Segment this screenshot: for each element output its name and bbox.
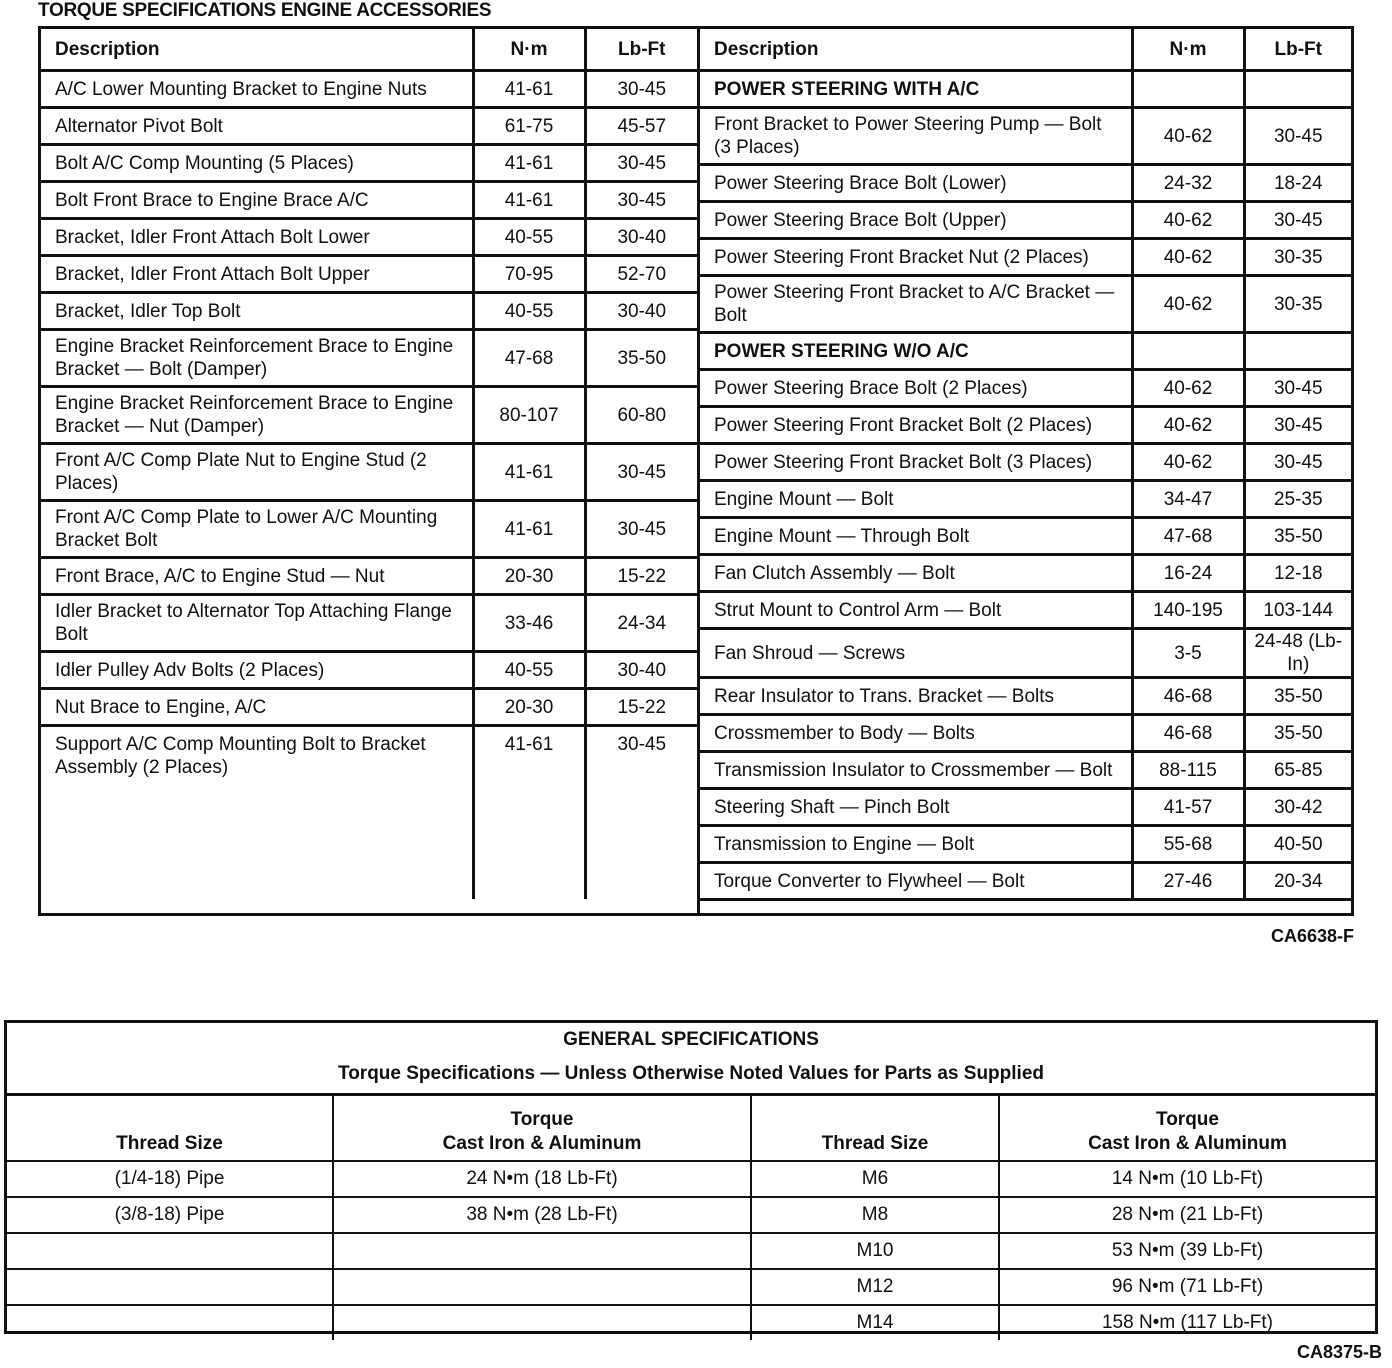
- torque-cell: 24 N•m (18 Lb-Ft): [333, 1161, 751, 1197]
- header-torque-line2: Cast Iron & Aluminum: [1088, 1133, 1287, 1154]
- lbft-cell: 30-40: [585, 652, 697, 689]
- section-row: [700, 333, 1351, 370]
- nm-cell: 46-68: [1132, 678, 1244, 715]
- table-row: [41, 387, 697, 444]
- header-lbft: Lb-Ft: [1244, 29, 1351, 71]
- description-cell: Support A/C Comp Mounting Bolt to Bracket Assembly (2 Places): [41, 726, 473, 900]
- nm-cell: 24-32: [1132, 165, 1244, 202]
- nm-cell: 80-107: [473, 387, 585, 444]
- nm-cell: 70-95: [473, 256, 585, 293]
- lbft-cell: 30-45: [585, 71, 697, 108]
- lbft-cell: 30-42: [1244, 789, 1351, 826]
- lbft-cell: 30-35: [1244, 239, 1351, 276]
- description-cell: Transmission to Engine — Bolt: [700, 826, 1132, 863]
- figure-code: CA8375-B: [1296, 1342, 1382, 1362]
- nm-cell: [1132, 71, 1244, 108]
- nm-cell: [1132, 333, 1244, 370]
- thread-size-cell: M14: [751, 1305, 999, 1340]
- lbft-cell: 30-45: [585, 444, 697, 501]
- torque-cell: [333, 1233, 751, 1269]
- torque-cell: 38 N•m (28 Lb-Ft): [333, 1197, 751, 1233]
- lbft-cell: 30-40: [585, 219, 697, 256]
- description-cell: Power Steering Brace Bolt (Upper): [700, 202, 1132, 239]
- table-row: [700, 592, 1351, 629]
- table-row: [700, 715, 1351, 752]
- general-subtitle: Torque Specifications — Unless Otherwise Noted Values for Parts as Supplied: [338, 1063, 1044, 1084]
- table-row: [700, 108, 1351, 165]
- lbft-cell: 24-34: [585, 595, 697, 652]
- header-torque-line2: Cast Iron & Aluminum: [442, 1133, 642, 1154]
- general-header: [7, 1023, 1375, 1096]
- nm-cell: 41-57: [1132, 789, 1244, 826]
- lbft-cell: [1244, 71, 1351, 108]
- thread-size-cell: [7, 1233, 333, 1269]
- description-cell: Rear Insulator to Trans. Bracket — Bolts: [700, 678, 1132, 715]
- torque-cell: 14 N•m (10 Lb-Ft): [999, 1161, 1375, 1197]
- table-row: [41, 652, 697, 689]
- lbft-cell: 60-80: [585, 387, 697, 444]
- description-cell: Power Steering Front Bracket Bolt (2 Places): [700, 407, 1132, 444]
- nm-cell: 41-61: [473, 145, 585, 182]
- lbft-cell: 30-45: [585, 501, 697, 558]
- general-table: [7, 1096, 1375, 1340]
- right-half: [700, 29, 1351, 913]
- nm-cell: 41-61: [473, 71, 585, 108]
- description-cell: A/C Lower Mounting Bracket to Engine Nuts: [41, 71, 473, 108]
- lbft-cell: 30-45: [1244, 407, 1351, 444]
- header-torque-line1: Torque: [1156, 1109, 1219, 1130]
- table-row: [41, 219, 697, 256]
- nm-cell: 40-62: [1132, 444, 1244, 481]
- table-row: [41, 444, 697, 501]
- nm-cell: 47-68: [473, 330, 585, 387]
- header-torque-line1: Torque: [510, 1109, 574, 1130]
- torque-cell: 28 N•m (21 Lb-Ft): [999, 1197, 1375, 1233]
- table-row: [41, 145, 697, 182]
- torque-cell: [333, 1269, 751, 1305]
- nm-cell: 46-68: [1132, 715, 1244, 752]
- thread-size-cell: M6: [751, 1161, 999, 1197]
- description-cell: Strut Mount to Control Arm — Bolt: [700, 592, 1132, 629]
- description-cell: Bracket, Idler Front Attach Bolt Upper: [41, 256, 473, 293]
- nm-cell: 40-55: [473, 652, 585, 689]
- lbft-cell: 18-24: [1244, 165, 1351, 202]
- nm-cell: 40-62: [1132, 108, 1244, 165]
- table-row: [700, 863, 1351, 900]
- description-cell: Front Bracket to Power Steering Pump — Bolt (3 Places): [700, 108, 1132, 165]
- lbft-cell: 30-35: [1244, 276, 1351, 333]
- table-row: [700, 481, 1351, 518]
- general-spec-table: [4, 1020, 1378, 1334]
- table-row: [700, 276, 1351, 333]
- nm-cell: 34-47: [1132, 481, 1244, 518]
- description-cell: Engine Bracket Reinforcement Brace to Engine Bracket — Bolt (Damper): [41, 330, 473, 387]
- lbft-cell: 15-22: [585, 689, 697, 726]
- page-title: TORQUE SPECIFICATIONS ENGINE ACCESSORIES: [38, 0, 492, 21]
- header-description: Description: [41, 29, 473, 71]
- table-row: [700, 370, 1351, 407]
- description-cell: Bolt Front Brace to Engine Brace A/C: [41, 182, 473, 219]
- thread-size-cell: M8: [751, 1197, 999, 1233]
- description-cell: Nut Brace to Engine, A/C: [41, 689, 473, 726]
- description-cell: Power Steering Front Bracket Nut (2 Places): [700, 239, 1132, 276]
- nm-cell: 16-24: [1132, 555, 1244, 592]
- header-torque: [999, 1096, 1375, 1161]
- nm-cell: 61-75: [473, 108, 585, 145]
- torque-cell: 96 N•m (71 Lb-Ft): [999, 1269, 1375, 1305]
- table-row: [41, 182, 697, 219]
- nm-cell: 33-46: [473, 595, 585, 652]
- table-row: [700, 518, 1351, 555]
- nm-cell: 3-5: [1132, 629, 1244, 678]
- nm-cell: 40-62: [1132, 370, 1244, 407]
- table-row: [41, 256, 697, 293]
- left-spec-table: [41, 29, 697, 899]
- description-cell: Front A/C Comp Plate to Lower A/C Mounting Bracket Bolt: [41, 501, 473, 558]
- nm-cell: 40-62: [1132, 276, 1244, 333]
- nm-cell: 41-61: [473, 501, 585, 558]
- table-row: [41, 558, 697, 595]
- lbft-cell: 35-50: [1244, 715, 1351, 752]
- torque-cell: 158 N•m (117 Lb-Ft): [1101, 1312, 1274, 1333]
- table-row: [41, 293, 697, 330]
- lbft-cell: 40-50: [1244, 826, 1351, 863]
- lbft-cell: [1244, 333, 1351, 370]
- description-cell: Front A/C Comp Plate Nut to Engine Stud (2 Places): [41, 444, 473, 501]
- description-cell: Bolt A/C Comp Mounting (5 Places): [41, 145, 473, 182]
- lbft-cell: 35-50: [585, 330, 697, 387]
- lbft-cell: 24-48 (Lb-In): [1244, 629, 1351, 678]
- lbft-cell: 65-85: [1244, 752, 1351, 789]
- description-cell: Engine Mount — Bolt: [700, 481, 1132, 518]
- torque-cell: 53 N•m (39 Lb-Ft): [999, 1233, 1375, 1269]
- description-cell: Fan Shroud — Screws: [700, 629, 1132, 678]
- header-nm: N·m: [1132, 29, 1244, 71]
- thread-size-cell: [7, 1269, 333, 1305]
- description-cell: Engine Mount — Through Bolt: [700, 518, 1132, 555]
- nm-cell: 40-55: [473, 219, 585, 256]
- table-row: [7, 1269, 1375, 1305]
- lbft-cell: 15-22: [585, 558, 697, 595]
- lbft-cell: 30-45: [585, 182, 697, 219]
- nm-cell: 40-55: [473, 293, 585, 330]
- description-cell: Fan Clutch Assembly — Bolt: [700, 555, 1132, 592]
- description-cell: Bracket, Idler Front Attach Bolt Lower: [41, 219, 473, 256]
- nm-cell: 47-68: [1132, 518, 1244, 555]
- nm-cell: 40-62: [1132, 239, 1244, 276]
- lbft-cell: 30-40: [585, 293, 697, 330]
- thread-size-cell: (1/4-18) Pipe: [7, 1161, 333, 1197]
- right-spec-table: [700, 29, 1351, 901]
- description-cell: Power Steering Front Bracket to A/C Bracket — Bolt: [700, 276, 1132, 333]
- description-cell: Power Steering Brace Bolt (2 Places): [700, 370, 1132, 407]
- lbft-cell: 45-57: [585, 108, 697, 145]
- description-cell: Steering Shaft — Pinch Bolt: [700, 789, 1132, 826]
- table-row: [700, 752, 1351, 789]
- table-row: [700, 407, 1351, 444]
- table-row: [700, 444, 1351, 481]
- header-thread-size: Thread Size: [751, 1096, 999, 1161]
- header-description: Description: [700, 29, 1132, 71]
- table-row: [700, 202, 1351, 239]
- description-cell: POWER STEERING WITH A/C: [700, 71, 1132, 108]
- nm-cell: 41-61: [473, 182, 585, 219]
- table-row: [700, 826, 1351, 863]
- table-row: [7, 1233, 1375, 1269]
- nm-cell: 41-61: [473, 726, 585, 900]
- lbft-cell: 30-45: [585, 145, 697, 182]
- table-row: [700, 789, 1351, 826]
- thread-size-cell: [7, 1305, 333, 1340]
- description-cell: Transmission Insulator to Crossmember — Bolt: [700, 752, 1132, 789]
- lbft-cell: 25-35: [1244, 481, 1351, 518]
- lbft-cell: 12-18: [1244, 555, 1351, 592]
- lbft-cell: 30-45: [1244, 202, 1351, 239]
- table-row: [41, 726, 697, 900]
- table-row: [700, 165, 1351, 202]
- table-row: [41, 689, 697, 726]
- description-cell: Engine Bracket Reinforcement Brace to Engine Bracket — Nut (Damper): [41, 387, 473, 444]
- lbft-cell: 35-50: [1244, 518, 1351, 555]
- lbft-cell: 30-45: [1244, 370, 1351, 407]
- torque-spec-table: [38, 26, 1354, 916]
- table-row: [41, 501, 697, 558]
- thread-size-cell: M12: [751, 1269, 999, 1305]
- table-row: [700, 239, 1351, 276]
- header-lbft: Lb-Ft: [585, 29, 697, 71]
- left-half: [41, 29, 700, 913]
- lbft-cell: 35-50: [1244, 678, 1351, 715]
- general-title: GENERAL SPECIFICATIONS: [563, 1029, 819, 1050]
- lbft-cell: 20-34: [1244, 863, 1351, 900]
- table-row: [700, 629, 1351, 678]
- table-row: [700, 678, 1351, 715]
- description-cell: Idler Pulley Adv Bolts (2 Places): [41, 652, 473, 689]
- lbft-cell: 103-144: [1244, 592, 1351, 629]
- header-torque: [333, 1096, 751, 1161]
- table-row: [41, 108, 697, 145]
- nm-cell: 88-115: [1132, 752, 1244, 789]
- description-cell: POWER STEERING W/O A/C: [700, 333, 1132, 370]
- description-cell: Alternator Pivot Bolt: [41, 108, 473, 145]
- table-row: [700, 555, 1351, 592]
- table-row: [7, 1161, 1375, 1197]
- nm-cell: 20-30: [473, 689, 585, 726]
- table-row: [7, 1197, 1375, 1233]
- description-cell: Power Steering Brace Bolt (Lower): [700, 165, 1132, 202]
- description-cell: Front Brace, A/C to Engine Stud — Nut: [41, 558, 473, 595]
- section-row: [700, 71, 1351, 108]
- description-cell: Crossmember to Body — Bolts: [700, 715, 1132, 752]
- table-row: [41, 330, 697, 387]
- lbft-cell: 52-70: [585, 256, 697, 293]
- nm-cell: 140-195: [1132, 592, 1244, 629]
- lbft-cell: 30-45: [617, 734, 667, 755]
- table-row: [41, 71, 697, 108]
- thread-size-cell: (3/8-18) Pipe: [7, 1197, 333, 1233]
- description-cell: Idler Bracket to Alternator Top Attaching Flange Bolt: [41, 595, 473, 652]
- header-nm: N·m: [473, 29, 585, 71]
- thread-size-cell: M10: [751, 1233, 999, 1269]
- lbft-cell: 30-45: [1244, 444, 1351, 481]
- nm-cell: 27-46: [1132, 863, 1244, 900]
- figure-code: CA6638-F: [1270, 926, 1354, 946]
- description-cell: Bracket, Idler Top Bolt: [41, 293, 473, 330]
- torque-cell: [333, 1305, 751, 1340]
- table-row: [7, 1305, 1375, 1340]
- nm-cell: 55-68: [1132, 826, 1244, 863]
- nm-cell: 40-62: [1132, 407, 1244, 444]
- nm-cell: 41-61: [473, 444, 585, 501]
- header-thread-size: Thread Size: [7, 1096, 333, 1161]
- description-cell: Torque Converter to Flywheel — Bolt: [700, 863, 1132, 900]
- description-cell: Power Steering Front Bracket Bolt (3 Places): [700, 444, 1132, 481]
- nm-cell: 20-30: [473, 558, 585, 595]
- lbft-cell: 30-45: [1244, 108, 1351, 165]
- table-row: [41, 595, 697, 652]
- nm-cell: 40-62: [1132, 202, 1244, 239]
